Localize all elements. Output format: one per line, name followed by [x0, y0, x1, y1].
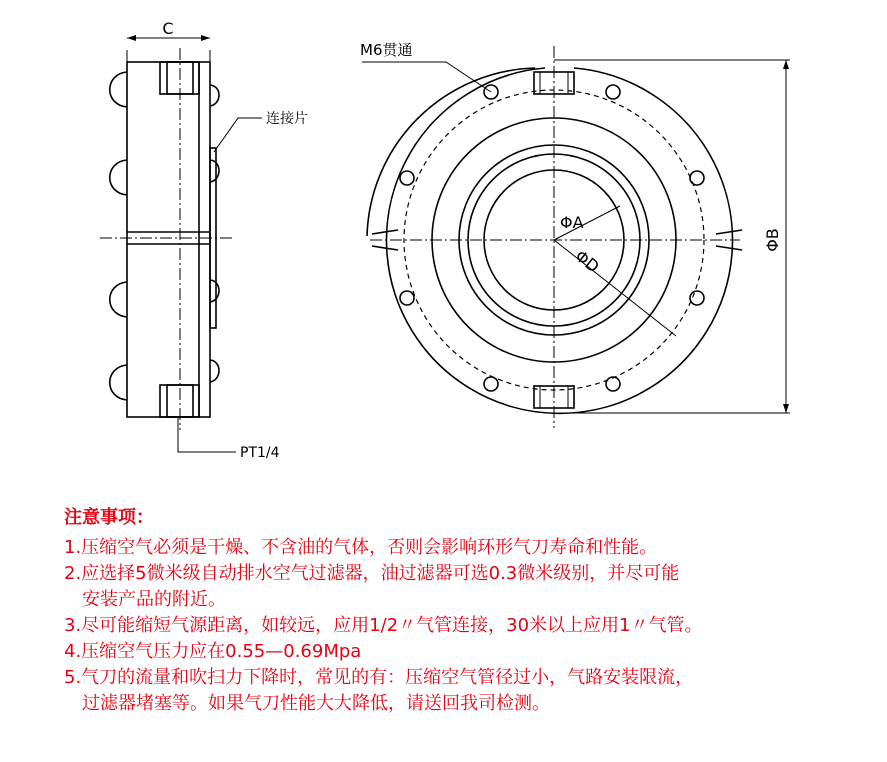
note-item: 1.压缩空气必须是干燥、不含油的气体，否则会影响环形气刀寿命和性能。	[64, 537, 658, 558]
note-item: 5.气刀的流量和吹扫力下降时，常见的有：压缩空气管径过小，气路安装限流，	[64, 667, 694, 688]
note-item: 2.应选择5微米级自动排水空气过滤器，油过滤器可选0.3微米级别，并尽可能	[64, 563, 680, 584]
note-item: 4.压缩空气压力应在0.55—0.69Mpa	[64, 641, 362, 662]
front-view	[360, 41, 790, 428]
m6-hole-label: M6贯通	[360, 41, 413, 59]
dim-a-label: ΦA	[560, 213, 584, 232]
dim-c-label: C	[162, 19, 174, 38]
note-item: 3.尽可能缩短气源距离，如较远，应用1/2〃气管连接，30米以上应用1〃气管。	[64, 615, 703, 636]
side-view	[100, 19, 308, 461]
connector-plate-label: 连接片	[266, 111, 308, 127]
note-item: 过滤器堵塞等。如果气刀性能大大降低，请送回我司检测。	[82, 693, 550, 714]
dim-b-label: ΦB	[763, 228, 782, 252]
pt-port-label: PT1/4	[240, 445, 280, 461]
note-item: 安装产品的附近。	[82, 589, 226, 610]
dim-d-label: ΦD	[571, 246, 603, 277]
notes-title: 注意事项：	[64, 507, 154, 528]
notes-section	[64, 505, 864, 717]
